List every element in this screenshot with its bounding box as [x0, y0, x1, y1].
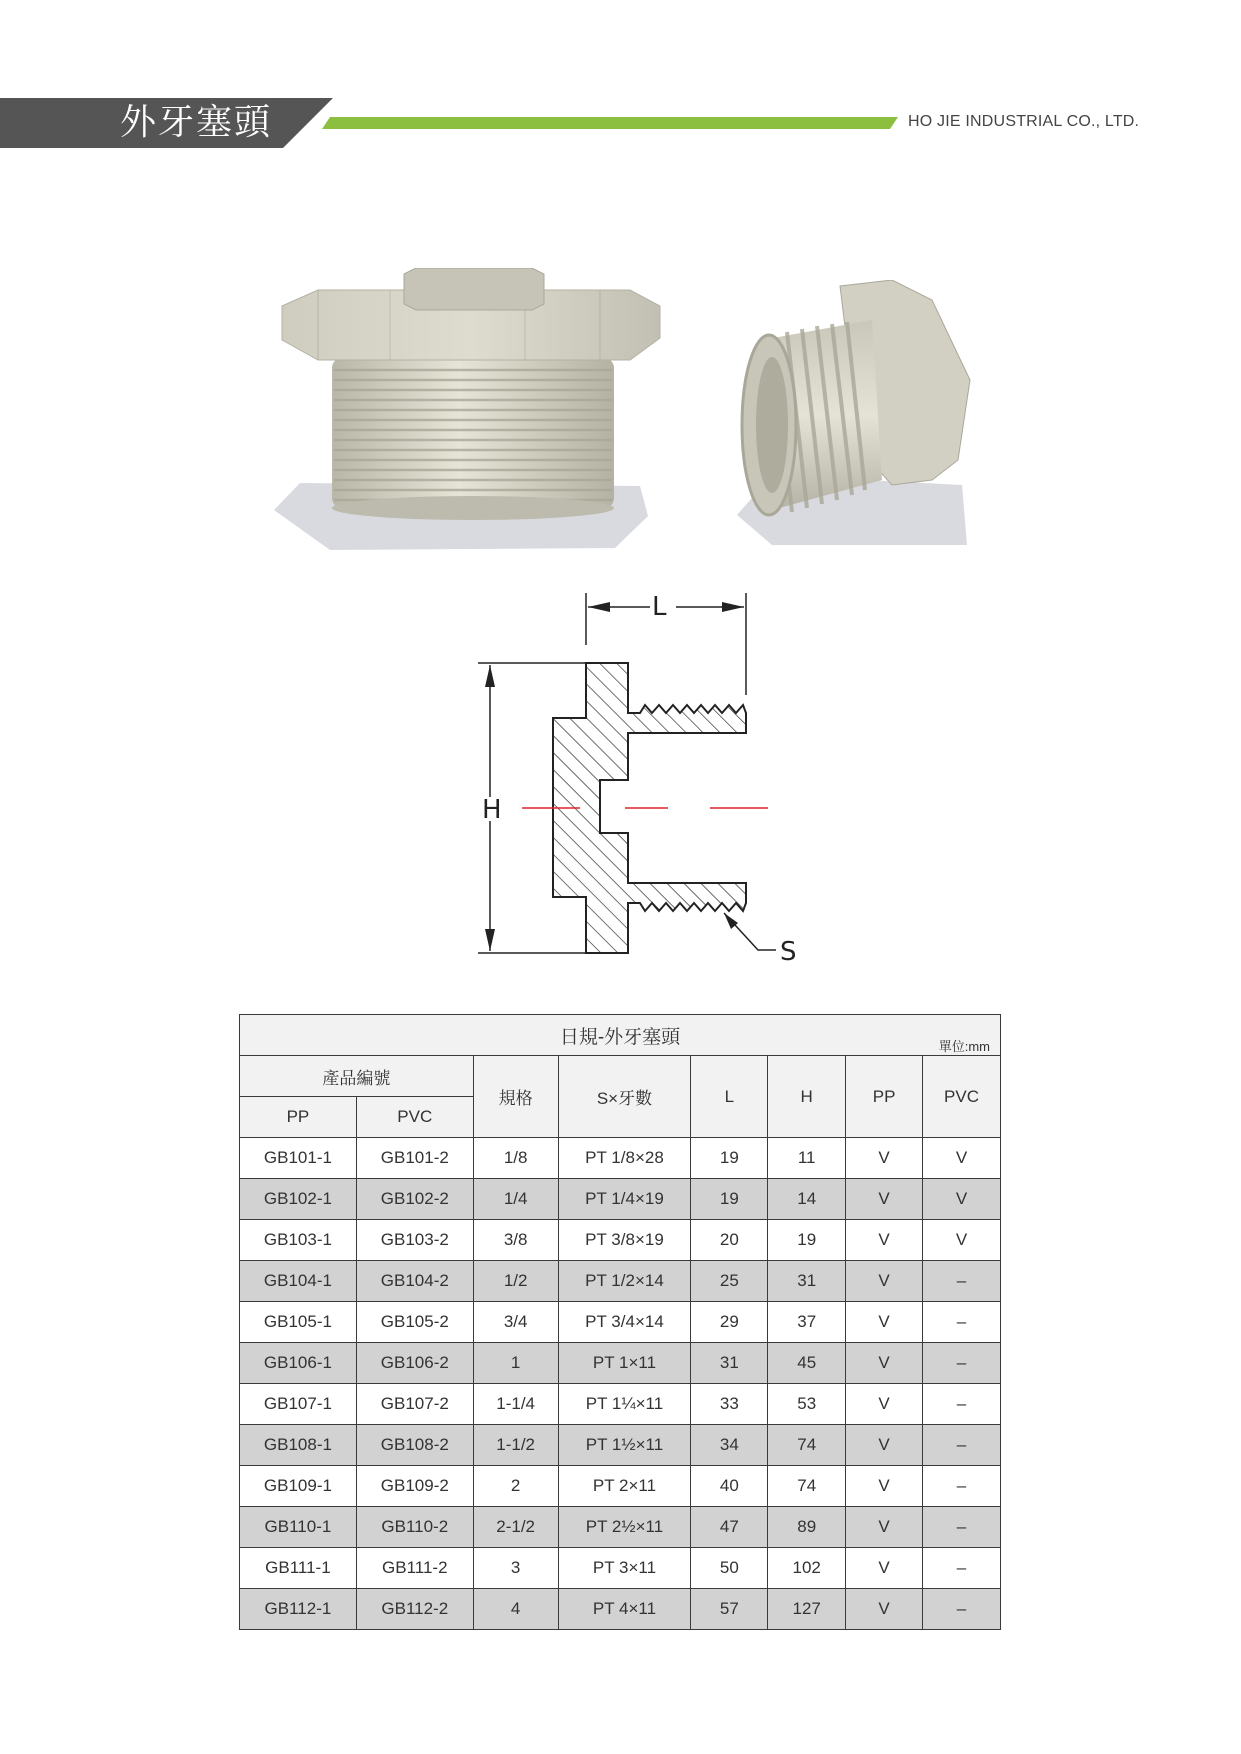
cell-L: 20 [691, 1220, 768, 1261]
cell-pp-code: GB108-1 [240, 1425, 357, 1466]
cell-size: 1-1/4 [473, 1384, 558, 1425]
cell-thread: PT 4×11 [558, 1589, 691, 1630]
table-row [240, 1425, 1001, 1466]
cell-pvc-check: V [923, 1138, 1001, 1179]
cell-size: 1/8 [473, 1138, 558, 1179]
cell-pvc-check: – [923, 1425, 1001, 1466]
cell-pp-check: V [846, 1220, 923, 1261]
cell-H: 74 [768, 1466, 846, 1507]
cell-thread: PT 1½×11 [558, 1425, 691, 1466]
cell-pp-check: V [846, 1179, 923, 1220]
cell-pvc-check: – [923, 1343, 1001, 1384]
cell-L: 47 [691, 1507, 768, 1548]
cell-pp-check: V [846, 1425, 923, 1466]
dimension-label-H: H [482, 795, 502, 825]
cell-H: 45 [768, 1343, 846, 1384]
dimension-label-S: S [780, 937, 797, 967]
cell-pp-check: V [846, 1343, 923, 1384]
table-unit: 單位:mm [938, 1039, 990, 1054]
cell-L: 40 [691, 1466, 768, 1507]
cell-pp-code: GB101-1 [240, 1138, 357, 1179]
cell-L: 19 [691, 1179, 768, 1220]
cell-H: 31 [768, 1261, 846, 1302]
page-title: 外牙塞頭 [120, 102, 273, 143]
cell-pp-check: V [846, 1589, 923, 1630]
cell-pvc-check: – [923, 1261, 1001, 1302]
header-thread: S×牙數 [558, 1056, 691, 1138]
cell-pvc-code: GB101-2 [356, 1138, 473, 1179]
cell-pvc-check: – [923, 1302, 1001, 1343]
cell-pvc-code: GB105-2 [356, 1302, 473, 1343]
cell-thread: PT 1/4×19 [558, 1179, 691, 1220]
cell-H: 102 [768, 1548, 846, 1589]
cell-pvc-check: – [923, 1507, 1001, 1548]
cell-pvc-code: GB106-2 [356, 1343, 473, 1384]
spec-table [239, 1014, 1001, 1630]
header-pp-material: PP [846, 1056, 923, 1138]
cell-pvc-code: GB110-2 [356, 1507, 473, 1548]
table-title: 日規-外牙塞頭 [559, 1026, 681, 1048]
table-row [240, 1261, 1001, 1302]
header-L: L [691, 1056, 768, 1138]
cell-pvc-check: – [923, 1384, 1001, 1425]
cell-size: 1/2 [473, 1261, 558, 1302]
table-row [240, 1384, 1001, 1425]
cell-thread: PT 1¼×11 [558, 1384, 691, 1425]
cell-pp-code: GB110-1 [240, 1507, 357, 1548]
cell-thread: PT 3/8×19 [558, 1220, 691, 1261]
header-size: 規格 [473, 1056, 558, 1138]
cell-size: 3 [473, 1548, 558, 1589]
cell-size: 3/8 [473, 1220, 558, 1261]
cell-H: 53 [768, 1384, 846, 1425]
cell-thread: PT 2½×11 [558, 1507, 691, 1548]
cell-thread: PT 2×11 [558, 1466, 691, 1507]
cell-size: 3/4 [473, 1302, 558, 1343]
technical-drawing [470, 585, 800, 980]
cell-pvc-code: GB102-2 [356, 1179, 473, 1220]
cell-pvc-check: V [923, 1179, 1001, 1220]
dimension-label-L: L [652, 592, 667, 622]
cell-thread: PT 1×11 [558, 1343, 691, 1384]
header-pvc-code: PVC [356, 1097, 473, 1138]
cell-H: 127 [768, 1589, 846, 1630]
cell-L: 25 [691, 1261, 768, 1302]
cell-pp-code: GB104-1 [240, 1261, 357, 1302]
cell-size: 4 [473, 1589, 558, 1630]
cell-pp-check: V [846, 1507, 923, 1548]
table-row [240, 1302, 1001, 1343]
cell-L: 34 [691, 1425, 768, 1466]
header-pvc-material: PVC [923, 1056, 1001, 1138]
cell-H: 89 [768, 1507, 846, 1548]
cell-pvc-check: – [923, 1548, 1001, 1589]
cell-size: 1-1/2 [473, 1425, 558, 1466]
cell-thread: PT 1/8×28 [558, 1138, 691, 1179]
cell-pp-code: GB102-1 [240, 1179, 357, 1220]
cell-pp-code: GB107-1 [240, 1384, 357, 1425]
cell-pp-code: GB103-1 [240, 1220, 357, 1261]
cell-pvc-code: GB108-2 [356, 1425, 473, 1466]
product-photo-side [732, 280, 972, 550]
cell-pvc-code: GB112-2 [356, 1589, 473, 1630]
cell-pp-check: V [846, 1302, 923, 1343]
header-product-code: 產品編號 [240, 1056, 474, 1097]
cell-pvc-check: – [923, 1589, 1001, 1630]
cell-pp-code: GB112-1 [240, 1589, 357, 1630]
cell-L: 29 [691, 1302, 768, 1343]
cell-L: 50 [691, 1548, 768, 1589]
cell-pp-check: V [846, 1548, 923, 1589]
company-name: HO JIE INDUSTRIAL CO., LTD. [908, 113, 1140, 130]
cell-L: 31 [691, 1343, 768, 1384]
cell-size: 1/4 [473, 1179, 558, 1220]
table-title-cell [240, 1015, 1001, 1056]
cell-thread: PT 1/2×14 [558, 1261, 691, 1302]
cell-pvc-code: GB111-2 [356, 1548, 473, 1589]
cell-pp-check: V [846, 1466, 923, 1507]
cell-pvc-code: GB109-2 [356, 1466, 473, 1507]
product-photo-front [270, 268, 670, 553]
cell-pvc-check: V [923, 1220, 1001, 1261]
cell-pvc-check: – [923, 1466, 1001, 1507]
table-row [240, 1466, 1001, 1507]
cell-H: 19 [768, 1220, 846, 1261]
table-row [240, 1220, 1001, 1261]
header-H: H [768, 1056, 846, 1138]
cell-size: 1 [473, 1343, 558, 1384]
cell-pvc-code: GB104-2 [356, 1261, 473, 1302]
cell-L: 57 [691, 1589, 768, 1630]
cell-L: 19 [691, 1138, 768, 1179]
cell-size: 2-1/2 [473, 1507, 558, 1548]
cell-pp-code: GB111-1 [240, 1548, 357, 1589]
cell-pp-check: V [846, 1138, 923, 1179]
cell-thread: PT 3/4×14 [558, 1302, 691, 1343]
table-row [240, 1548, 1001, 1589]
table-row [240, 1343, 1001, 1384]
cell-H: 37 [768, 1302, 846, 1343]
cell-pp-code: GB105-1 [240, 1302, 357, 1343]
accent-bar [322, 117, 898, 129]
cell-pp-check: V [846, 1261, 923, 1302]
cell-pp-code: GB109-1 [240, 1466, 357, 1507]
header-pp-code: PP [240, 1097, 357, 1138]
cell-L: 33 [691, 1384, 768, 1425]
cell-pvc-code: GB103-2 [356, 1220, 473, 1261]
cell-pp-check: V [846, 1384, 923, 1425]
cell-H: 74 [768, 1425, 846, 1466]
table-row [240, 1507, 1001, 1548]
cell-pvc-code: GB107-2 [356, 1384, 473, 1425]
cell-H: 11 [768, 1138, 846, 1179]
table-row [240, 1589, 1001, 1630]
cell-thread: PT 3×11 [558, 1548, 691, 1589]
cell-size: 2 [473, 1466, 558, 1507]
cell-H: 14 [768, 1179, 846, 1220]
cell-pp-code: GB106-1 [240, 1343, 357, 1384]
table-row [240, 1138, 1001, 1179]
table-row [240, 1179, 1001, 1220]
